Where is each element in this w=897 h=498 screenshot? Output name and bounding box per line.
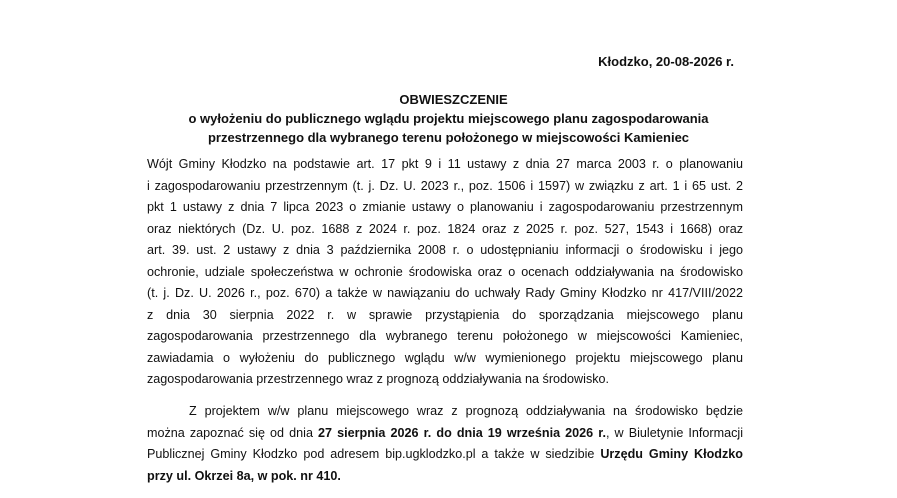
office-address: przy ul. Okrzei 8a, w pok. nr 410. [147,468,341,483]
paragraph-line: z dnia 30 sierpnia 2022 r. w sprawie przystąpienia do sporządzania miejscowego planu [147,307,743,322]
paragraph-line: ochronie, udziale społeczeństwa w ochronie środowiska oraz o ocenach oddziaływania na środowisko [147,264,743,279]
inspection-bip-address: Publicznej Gminy Kłodzko pod adresem bip.ugklodzko.pl a także w siedzibie [147,447,601,461]
paragraph-line: art. 39. ust. 2 ustawy z dnia 3 października 2008 r. o udostępnianiu informacji o środowisku i jego [147,243,743,257]
paragraph-line: Wójt Gminy Kłodzko na podstawie art. 17 pkt 9 i 11 ustawy z dnia 27 marca 2003 r. o planowaniu [147,157,743,171]
notice-subtitle-line-2: przestrzennego dla wybranego terenu położonego w miejscowości Kamieniec [207,130,690,145]
inspection-paragraph [147,401,743,487]
paragraph-line: zagospodarowania przestrzennego wraz z prognozą oddziaływania na środowisko. [147,372,610,386]
inspection-intro: można zapoznać się od dnia [147,425,319,440]
inspection-bip-label: , w Biuletynie Informacji [605,425,743,440]
paragraph-line [147,466,743,488]
inspection-period: 27 sierpnia 2026 r. do dnia 19 września 2026 r. [318,425,606,440]
paragraph-line: oraz niektórych (Dz. U. poz. 1688 z 2024 r. poz. 1824 oraz z 2025 r. poz. 527, 1543 i 1668) oraz [147,221,743,236]
paragraph-line: zagospodarowania przestrzennego dla wybranego terenu położonego w miejscowości Kamieniec, [147,329,743,343]
paragraph-line: Z projektem w/w planu miejscowego wraz z prognozą oddziaływania na środowisko będzie [189,404,743,418]
notice-subtitle-line-1: o wyłożeniu do publicznego wglądu projektu miejscowego planu zagospodarowania [188,111,709,126]
notice-heading [0,90,897,147]
legal-basis-paragraph [147,154,743,391]
place-date: Kłodzko, 20-08-2026 r. [598,54,734,69]
paragraph-line [147,444,743,466]
paragraph-line: zawiadamia o wyłożeniu do publicznego wglądu w/w wymienionego projektu miejscowego planu [147,350,743,365]
notice-title: OBWIESZCZENIE [399,92,508,107]
paragraph-line: pkt 1 ustawy z dnia 7 lipca 2023 o zmianie ustawy o planowaniu i zagospodarowaniu przestrzennym [147,200,743,214]
paragraph-line [147,423,743,445]
paragraph-line: (t. j. Dz. U. 2026 r., poz. 670) a także w nawiązaniu do uchwały Rady Gminy Kłodzko nr 417/VIII/2022 [147,286,743,300]
office-name: Urzędu Gminy Kłodzko [600,447,743,461]
paragraph-line: i zagospodarowaniu przestrzennym (t. j. Dz. U. 2023 r., poz. 1506 i 1597) w związku z art. 1 i 65 ust. 2 [147,178,743,193]
